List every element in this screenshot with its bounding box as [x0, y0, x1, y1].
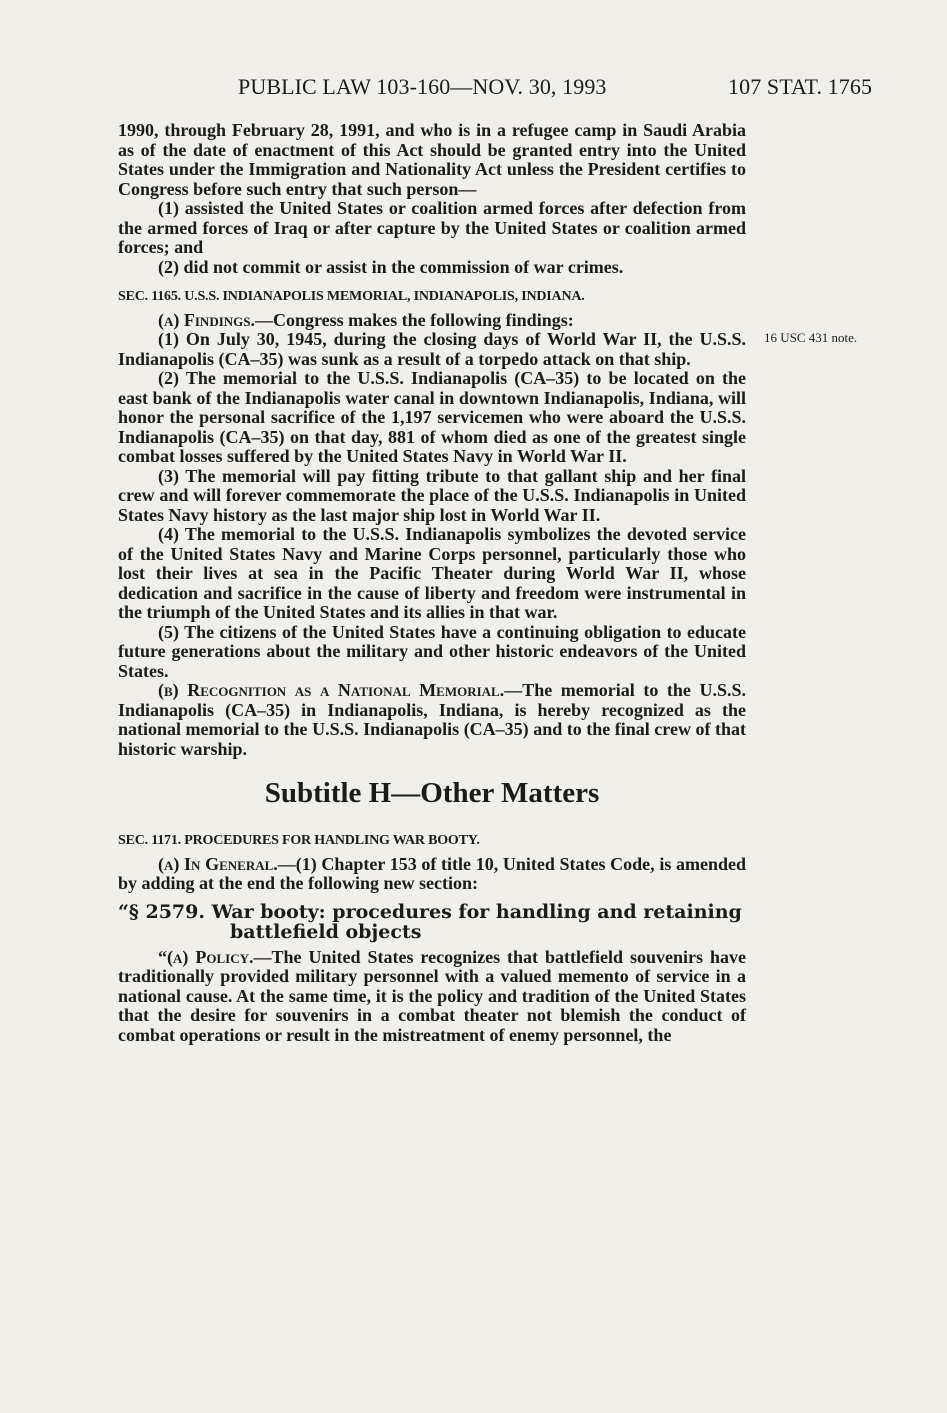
policy-text: —The United States recognizes that battlefield souvenirs have traditionally provided military personnel with a valued memento of service in a national cause. At the same time, it is the policy and tradition of the United States that the desire for souvenirs in a combat theater not blemish the conduct of combat operations or result in the mistreatment of enemy personnel, the	[118, 946, 746, 1045]
new-section-line-2: battlefield objects	[230, 920, 422, 943]
new-section-line-1: “§ 2579. War booty: procedures for handling and retaining	[118, 900, 742, 923]
new-section-heading	[118, 902, 746, 942]
findings-intro	[118, 311, 746, 331]
recognition-label: (b) Recognition as a National Memorial.	[158, 680, 505, 700]
body-text	[118, 121, 746, 1045]
finding-3: (3) The memorial will pay fitting tribute to that gallant ship and her final crew and will forever commemorate the place of the U.S.S. Indianapolis in United States Navy history as the last major ship lost in World War II.	[118, 465, 746, 525]
section-heading-1171: SEC. 1171. PROCEDURES FOR HANDLING WAR BOOTY.	[118, 833, 480, 848]
paragraph-clause-1: (1) assisted the United States or coalition armed forces after defection from the armed forces of Iraq or after capture by the United States or coalition armed forces; and	[118, 198, 746, 257]
policy-paragraph	[118, 948, 746, 1046]
in-general-paragraph	[118, 855, 746, 894]
header-title: PUBLIC LAW 103-160—NOV. 30, 1993	[238, 74, 607, 99]
finding-1: (1) On July 30, 1945, during the closing days of World War II, the U.S.S. Indianapolis (CA–35) was sunk as a result of a torpedo attack on that ship.	[118, 329, 746, 369]
section-heading-1165: SEC. 1165. U.S.S. INDIANAPOLIS MEMORIAL, INDIANAPOLIS, INDIANA.	[118, 289, 585, 304]
finding-2: (2) The memorial to the U.S.S. Indianapolis (CA–35) to be located on the east bank of the Indianapolis water canal in downtown Indianapolis, Indiana, will honor the personal sacrifice of the 1,197 servicemen who were aboard the U.S.S. Indianapolis (CA–35) on that day, 881 of whom died as one of the greatest single combat losses suffered by the United States Navy in World War II.	[118, 368, 746, 466]
finding-4: (4) The memorial to the U.S.S. Indianapolis symbolizes the devoted service of the United States Navy and Marine Corps personnel, particularly those who lost their lives at sea in the Pacific Theater during World War II, whose dedication and sacrifice in the cause of liberty and freedom were instrumental in the triumph of the United States and its allies in that war.	[118, 524, 746, 622]
finding-5: (5) The citizens of the United States have a continuing obligation to educate future generations about the military and other historic endeavors of the United States.	[118, 621, 746, 681]
subtitle-heading: Subtitle H—Other Matters	[264, 777, 600, 809]
findings-text: —Congress makes the following findings:	[255, 309, 574, 330]
in-general-text: —(1) Chapter 153 of title 10, United States Code, is amended by adding at the end the following new section:	[118, 853, 746, 893]
recognition-paragraph	[118, 681, 746, 759]
margin-note: 16 USC 431 note.	[764, 330, 858, 345]
policy-label: “(a) Policy.	[158, 946, 254, 967]
page-header	[0, 74, 947, 100]
paragraph-continuation: 1990, through February 28, 1991, and who is in a refugee camp in Saudi Arabia as of the date of enactment of this Act should be granted entry into the United States under the Immigration and Nationality Act unless the President certifies to Congress before such entry that such person—	[118, 120, 746, 199]
findings-label: (a) Findings.	[158, 309, 255, 330]
in-general-label: (a) In General.	[158, 853, 278, 874]
paragraph-clause-2: (2) did not commit or assist in the commission of war crimes.	[158, 256, 624, 277]
recognition-text: —The memorial to the U.S.S. Indianapolis (CA–35) in Indianapolis, Indiana, is hereby recognized as the national memorial to the U.S.S. Indianapolis (CA–35) and to the final crew of that historic warship.	[118, 680, 746, 759]
header-stat-page: 107 STAT. 1765	[728, 74, 873, 99]
